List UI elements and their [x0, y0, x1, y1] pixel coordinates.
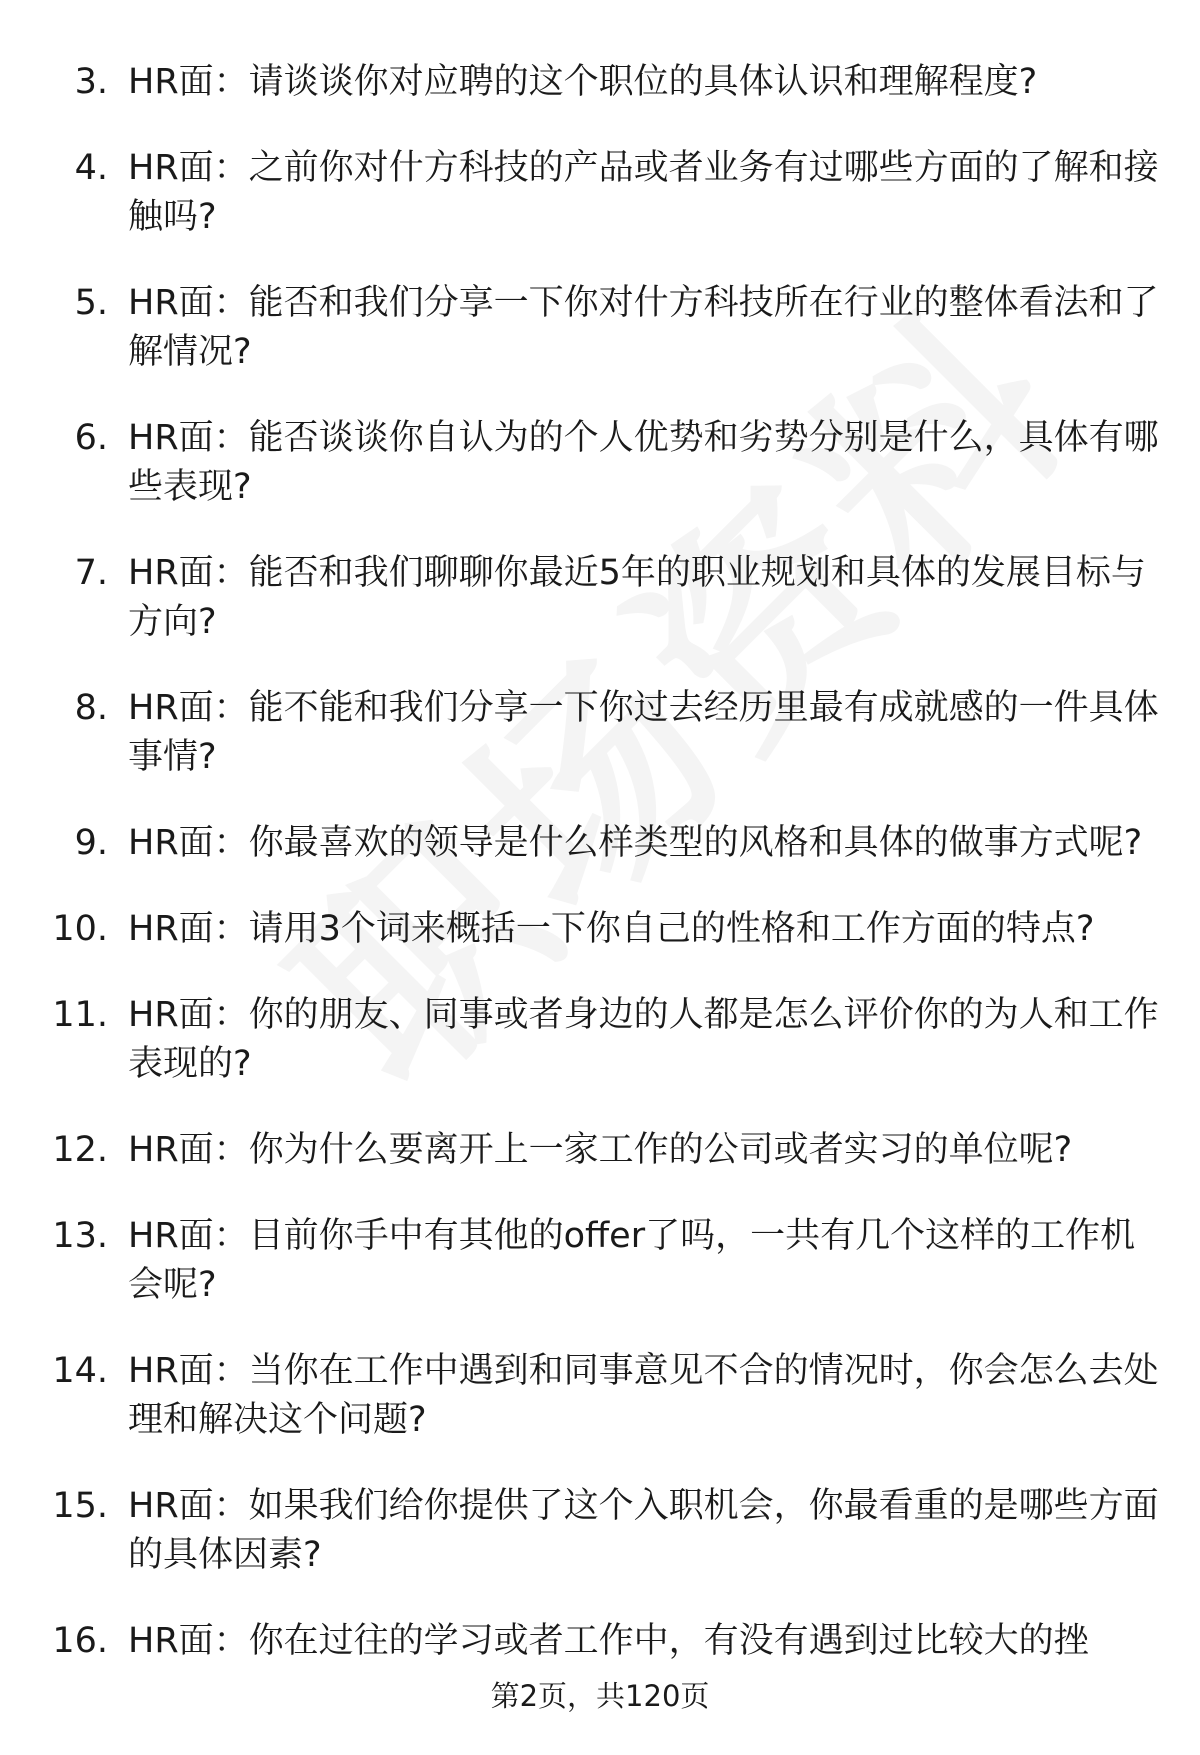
item-number: 6. — [74, 418, 108, 458]
item-text: HR面：你在过往的学习或者工作中，有没有遇到过比较大的挫 — [128, 1621, 1089, 1661]
item-number: 16. — [52, 1621, 108, 1661]
item-text: HR面：能否谈谈你自认为的个人优势和劣势分别是什么，具体有哪些表现? — [128, 418, 1159, 507]
item-text: HR面：当你在工作中遇到和同事意见不合的情况时，你会怎么去处理和解决这个问题? — [128, 1351, 1159, 1440]
item-text: HR面：目前你手中有其他的offer了吗，一共有几个这样的工作机会呢? — [128, 1216, 1136, 1305]
list-item — [0, 1617, 1200, 1666]
list-item — [0, 549, 1200, 647]
list-item — [0, 414, 1200, 512]
item-number: 10. — [52, 909, 108, 949]
item-text: HR面：你的朋友、同事或者身边的人都是怎么评价你的为人和工作表现的? — [128, 995, 1159, 1084]
list-item — [0, 1347, 1200, 1445]
item-text: HR面：请谈谈你对应聘的这个职位的具体认识和理解程度? — [128, 62, 1038, 102]
item-number: 13. — [52, 1216, 108, 1256]
list-item — [0, 684, 1200, 782]
list-item — [0, 279, 1200, 377]
list-item — [0, 1126, 1200, 1175]
item-number: 12. — [52, 1130, 108, 1170]
item-number: 9. — [74, 823, 108, 863]
item-number: 4. — [74, 148, 108, 188]
item-text: HR面：能否和我们分享一下你对什方科技所在行业的整体看法和了解情况? — [128, 283, 1159, 372]
page-footer: 第2页，共120页 — [490, 1679, 710, 1713]
item-text: HR面：能否和我们聊聊你最近5年的职业规划和具体的发展目标与方向? — [128, 553, 1146, 642]
item-number: 11. — [52, 995, 108, 1035]
item-number: 5. — [74, 283, 108, 323]
item-text: HR面：如果我们给你提供了这个入职机会，你最看重的是哪些方面的具体因素? — [128, 1486, 1159, 1575]
item-text: HR面：请用3个词来概括一下你自己的性格和工作方面的特点? — [128, 909, 1095, 949]
item-text: HR面：之前你对什方科技的产品或者业务有过哪些方面的了解和接触吗? — [128, 148, 1159, 237]
item-number: 3. — [74, 62, 108, 102]
item-number: 15. — [52, 1486, 108, 1526]
question-list — [0, 58, 1200, 1703]
item-text: HR面：你为什么要离开上一家工作的公司或者实习的单位呢? — [128, 1130, 1073, 1170]
list-item — [0, 819, 1200, 868]
list-item — [0, 991, 1200, 1089]
item-number: 7. — [74, 553, 108, 593]
list-item — [0, 58, 1200, 107]
list-item — [0, 1482, 1200, 1580]
list-item — [0, 1212, 1200, 1310]
item-text: HR面：能不能和我们分享一下你过去经历里最有成就感的一件具体事情? — [128, 688, 1159, 777]
item-number: 14. — [52, 1351, 108, 1391]
item-number: 8. — [74, 688, 108, 728]
list-item — [0, 905, 1200, 954]
item-text: HR面：你最喜欢的领导是什么样类型的风格和具体的做事方式呢? — [128, 823, 1143, 863]
list-item — [0, 144, 1200, 242]
